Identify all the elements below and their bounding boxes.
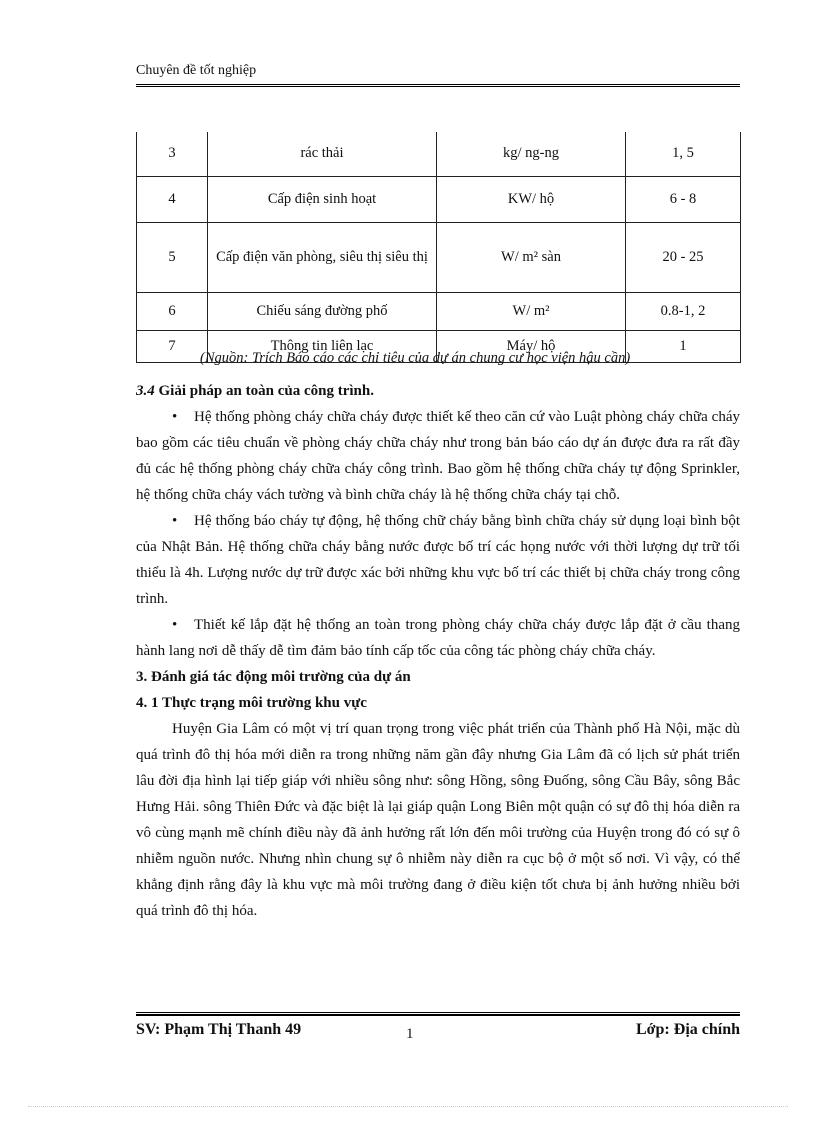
bullet-paragraph: • Hệ thống phòng cháy chữa cháy được thiết kế theo căn cứ vào Luật phòng cháy chữa cháy bao gồm các tiêu chuẩn về phòng cháy chữa cháy như trong bản báo cáo dự án được đưa ra rất đầy đủ các hệ thống phòng cháy chữa cháy công trình. Bao gồm hệ thống chữa cháy tự động Sprinkler, hệ thống chữa cháy vách tường và bình chữa cháy là hệ thống chữa cháy tại chỗ. (136, 404, 740, 508)
table-cell: 3 (137, 132, 208, 176)
page-number: 1 (406, 1026, 414, 1042)
footer-rule (136, 1012, 740, 1016)
bullet-icon: • (172, 409, 178, 425)
table-row (137, 132, 741, 176)
header-rule (136, 84, 740, 87)
table-cell: Thông tin liên lạc (208, 330, 437, 362)
table-cell: W/ m² (437, 292, 626, 330)
section-title: Giải pháp an toàn của công trình. (154, 383, 374, 399)
page-header-title: Chuyên đề tốt nghiệp (136, 63, 257, 78)
table-cell: 7 (137, 330, 208, 362)
body-text (136, 378, 740, 924)
section-number: 3.4 (136, 383, 155, 399)
body-paragraph: Huyện Gia Lâm có một vị trí quan trọng trong việc phát triển của Thành phố Hà Nội, mặc dù quá trình đô thị hóa mới diễn ra trong những năm gần đây nhưng Gia Lâm đã có lịch sử phát triển lâu đời địa hình lại tiếp giáp với nhiều sông như: sông Hồng, sông Đuống, sông Cầu Bây, sông Bắc Hưng Hải. sông Thiên Đức và đặc biệt là lại giáp quận Long Biên một quận có sự đô thị hóa diễn ra vô cùng mạnh mẽ chính điều này đã ảnh hưởng rất lớn đến môi trường của Huyện trong đó có sự ô nhiễm nguồn nước. Nhưng nhìn chung sự ô nhiễm này diễn ra cục bộ ở một số nơi. Vì vậy, có thể khẳng định rằng đây là khu vực mà môi trường đang ở điều kiện tốt chưa bị ảnh hưởng nhiều bởi quá trình đô thị hóa. (136, 721, 740, 919)
bullet-paragraph: • Hệ thống báo cháy tự động, hệ thống chữ cháy bằng bình chữa cháy sử dụng loại bình bột của Nhật Bản. Hệ thống chữa cháy bằng nước được bố trí các họng nước với thời lượng dự trữ tối thiểu là 4h. Lượng nước dự trữ được xác bởi những khu vực bố trí các thiết bị chữa cháy trong công trình. (136, 508, 740, 612)
table-cell: Cấp điện sinh hoạt (208, 176, 437, 222)
bullet-icon: • (172, 617, 178, 633)
table-cell: 6 (137, 292, 208, 330)
section-heading-3-4 (136, 378, 740, 404)
footer-class: Lớp: Địa chính (636, 1021, 740, 1038)
indicator-table (136, 132, 741, 363)
table-cell: 0.8-1, 2 (626, 292, 741, 330)
footer-student: SV: Phạm Thị Thanh 49 (136, 1021, 302, 1038)
section-heading-4-1: 4. 1 Thực trạng môi trường khu vực (136, 695, 367, 711)
bullet-icon: • (172, 513, 178, 529)
bullet-paragraph: • Thiết kế lắp đặt hệ thống an toàn trong phòng cháy chữa cháy được lắp đặt ở cầu thang hành lang nơi dễ thấy dễ tìm đảm bảo tính cấp tốc của công tác phòng cháy chữa cháy. (136, 612, 740, 664)
table-cell: kg/ ng-ng (437, 132, 626, 176)
table-cell: Chiếu sáng đường phố (208, 292, 437, 330)
table-cell: 4 (137, 176, 208, 222)
table-cell: W/ m² sàn (437, 222, 626, 292)
table-cell: KW/ hộ (437, 176, 626, 222)
table-cell: rác thải (208, 132, 437, 176)
table-cell: 5 (137, 222, 208, 292)
table-cell: 1, 5 (626, 132, 741, 176)
page-boundary (28, 1106, 788, 1107)
table-cell: 1 (626, 330, 741, 362)
table-source-note: (Nguồn: Trích Báo cáo các chỉ tiêu của dự án chung cư học viện hậu cần) (200, 350, 631, 366)
table-cell: Máy/ hộ (437, 330, 626, 362)
table-cell: Cấp điện văn phòng, siêu thị siêu thị (208, 222, 437, 292)
table-row (137, 292, 741, 330)
section-heading-3: 3. Đánh giá tác động môi trường của dự án (136, 669, 411, 685)
table-row (137, 176, 741, 222)
table-row (137, 222, 741, 292)
table-cell: 6 - 8 (626, 176, 741, 222)
table-cell: 20 - 25 (626, 222, 741, 292)
